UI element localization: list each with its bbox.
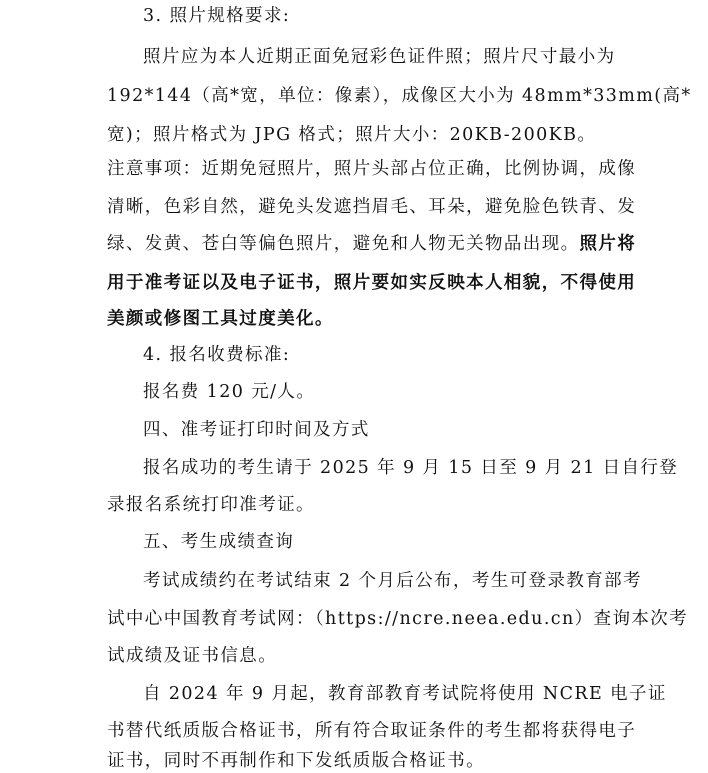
photo-note-line-3-bold: 照片将 [579,234,637,254]
photo-spec-line-3: 宽)；照片格式为 JPG 格式；照片大小：20KB-200KB。 [107,125,597,145]
photo-spec-heading: 3. 照片规格要求: [143,6,291,26]
scores-heading: 五、考生成绩查询 [143,532,295,552]
photo-spec-line-1: 照片应为本人近期正面免冠彩色证件照；照片尺寸最小为 [143,47,616,67]
fee-text: 报名费 120 元/人。 [143,382,316,402]
photo-note-bold-line-1: 用于准考证以及电子证书，照片要如实反映本人相貌，不得使用 [107,273,637,293]
photo-note-line-3-normal: 绿、发黄、苍白等偏色照片，避免和人物无关物品出现。 [107,234,580,254]
scores-line-3: 试成绩及证书信息。 [107,646,278,666]
cert-line-2: 书替代纸质版合格证书，所有符合取证条件的考生都将获得电子 [107,721,637,741]
cert-line-3: 证书，同时不再制作和下发纸质版合格证书。 [107,751,485,771]
photo-spec-line-2: 192*144（高*宽，单位：像素），成像区大小为 48mm*33mm(高* [107,86,692,106]
cert-line-1: 自 2024 年 9 月起，教育部教育考试院将使用 NCRE 电子证 [143,684,667,704]
photo-note-line-2: 清晰，色彩自然，避免头发遮挡眉毛、耳朵，避免脸色铁青、发 [107,197,637,217]
fee-heading: 4. 报名收费标准: [143,345,291,365]
scores-line-2: 试中心中国教育考试网：（https://ncre.neea.edu.cn）查询本次考 [107,609,689,629]
admission-line-1: 报名成功的考生请于 2025 年 9 月 15 日至 9 月 21 日自行登 [143,458,679,478]
photo-note-line-3 [107,233,636,255]
photo-note-bold-line-2: 美颜或修图工具过度美化。 [107,309,334,329]
admission-line-2: 录报名系统打印准考证。 [107,495,315,515]
admission-heading: 四、准考证打印时间及方式 [143,420,370,440]
scores-line-1: 考试成绩约在考试结束 2 个月后公布，考生可登录教育部考 [143,571,642,591]
photo-note-line-1: 注意事项：近期免冠照片，照片头部占位正确，比例协调，成像 [107,159,637,179]
